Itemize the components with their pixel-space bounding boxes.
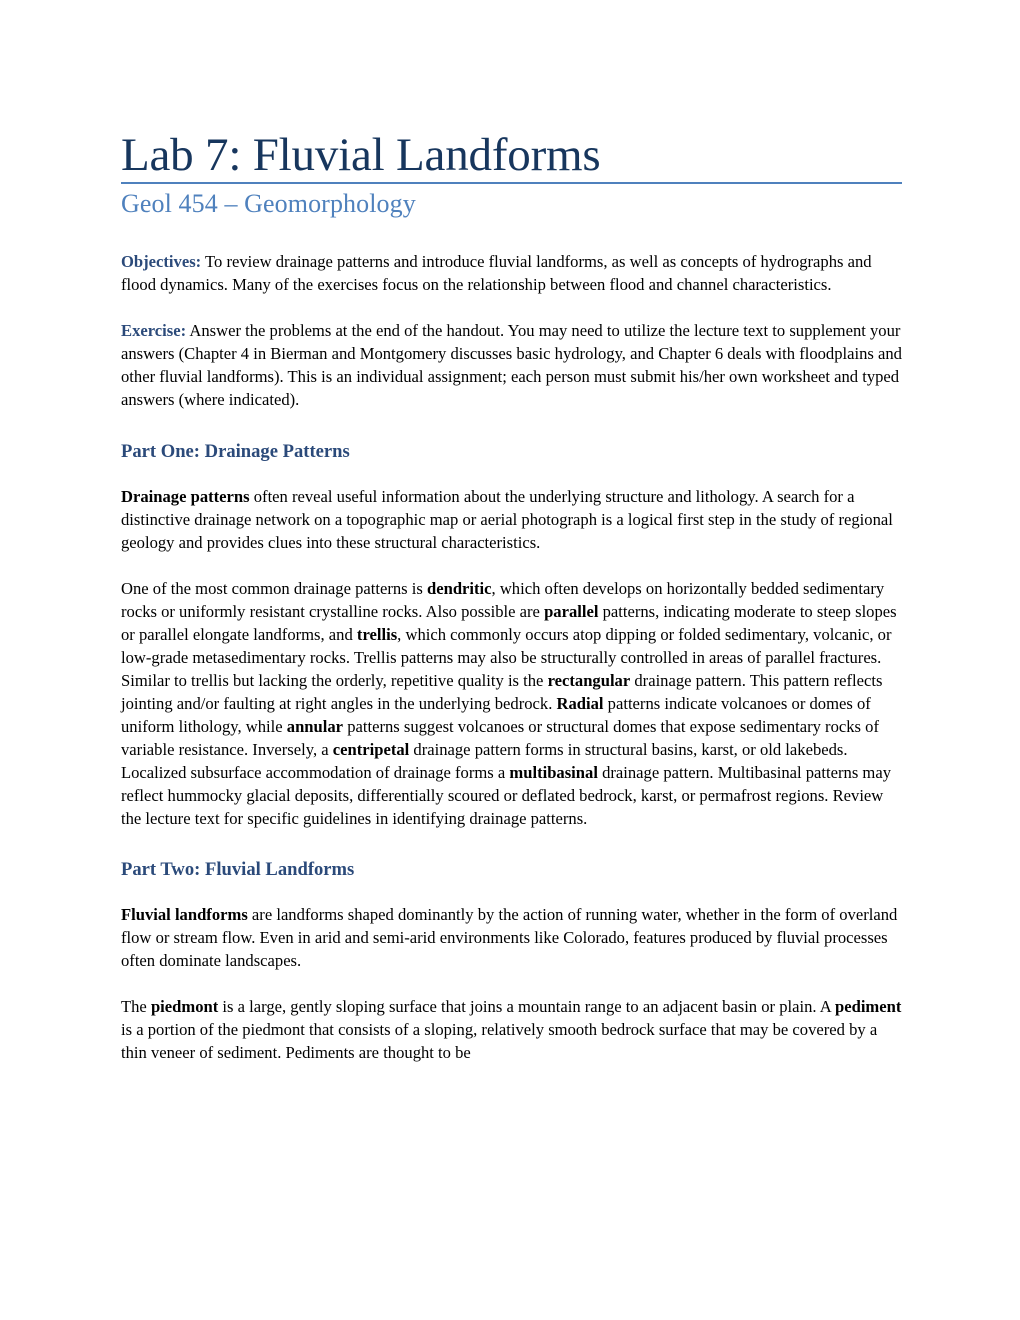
text-run: drainage pattern. This pattern reflects jointing and/or faulting at right angles in the underlying bedrock.	[121, 671, 883, 713]
term-parallel: parallel	[544, 602, 599, 621]
objectives-text: To review drainage patterns and introduce fluvial landforms, as well as concepts of hydrographs and flood dynamics. Many of the exercises focus on the relationship between flood and channel characteristics.	[121, 252, 872, 294]
title-underline	[121, 182, 902, 184]
term-multibasinal: multibasinal	[509, 763, 598, 782]
fluvial-landforms-term: Fluvial landforms	[121, 905, 248, 924]
fluvial-landforms-paragraph	[121, 903, 902, 972]
text-run: patterns suggest volcanoes or structural domes that expose sedimentary rocks of variable resistance. Inversely, a	[121, 717, 879, 759]
drainage-patterns-paragraph	[121, 485, 902, 554]
piedmont-paragraph	[121, 995, 902, 1064]
objectives-paragraph	[121, 250, 902, 296]
exercise-text: Answer the problems at the end of the handout. You may need to utilize the lecture text to supplement your answers (Chapter 4 in Bierman and Montgomery discusses basic hydrology, and Chapter 6 deals with floodplains and other fluvial landforms). This is an individual assignment; each person must submit his/her own worksheet and typed answers (where indicated).	[121, 321, 902, 409]
term-pediment: pediment	[835, 997, 902, 1016]
text-run: is a portion of the piedmont that consists of a sloping, relatively smooth bedrock surface that may be covered by a thin veneer of sediment. Pediments are thought to be	[121, 1020, 878, 1062]
text-run: patterns, indicating moderate to steep slopes or parallel elongate landforms, and	[121, 602, 897, 644]
text-run: One of the most common drainage patterns is	[121, 579, 427, 598]
text-run: patterns indicate volcanoes or domes of uniform lithology, while	[121, 694, 871, 736]
exercise-label: Exercise:	[121, 321, 187, 340]
term-trellis: trellis	[356, 625, 398, 644]
term-annular: annular	[286, 717, 344, 736]
drainage-patterns-term: Drainage patterns	[121, 487, 250, 506]
text-run: drainage pattern forms in structural basins, karst, or old lakebeds. Localized subsurface accommodation of drainage forms a	[121, 740, 848, 782]
term-rectangular: rectangular	[547, 671, 631, 690]
term-dendritic: dendritic	[427, 579, 492, 598]
objectives-label: Objectives:	[121, 252, 202, 271]
document-title: Lab 7: Fluvial Landforms	[121, 129, 601, 181]
term-radial: Radial	[556, 694, 604, 713]
part-one-heading: Part One: Drainage Patterns	[121, 441, 350, 462]
fluvial-landforms-text: are landforms shaped dominantly by the action of running water, whether in the form of overland flow or stream flow. Even in arid and semi-arid environments like Colorado, features produced by fluvial processes often dominate landscapes.	[121, 905, 898, 970]
document-page	[121, 128, 902, 1064]
text-run: The	[121, 997, 151, 1016]
text-run: , which commonly occurs atop dipping or folded sedimentary, volcanic, or low-grade metasedimentary rocks. Trellis patterns may also be structurally controlled in areas of parallel fractures. Similar to trellis but lacking the orderly, repetitive quality is the	[121, 625, 892, 690]
drainage-patterns-text: often reveal useful information about the underlying structure and lithology. A search for a distinctive drainage network on a topographic map or aerial photograph is a logical first step in the study of regional geology and provides clues into these structural characteristics.	[121, 487, 893, 552]
document-subtitle: Geol 454 – Geomorphology	[121, 189, 416, 218]
part-two-heading: Part Two: Fluvial Landforms	[121, 859, 355, 880]
text-run: is a large, gently sloping surface that joins a mountain range to an adjacent basin or plain. A	[218, 997, 835, 1016]
pattern-types-paragraph	[121, 577, 902, 830]
text-run: drainage pattern. Multibasinal patterns may reflect hummocky glacial deposits, differentially scoured or deflated bedrock, karst, or permafrost regions. Review the lecture text for specific guidelines in identifying drainage patterns.	[121, 763, 892, 828]
term-centripetal: centripetal	[332, 740, 410, 759]
text-run: , which often develops on horizontally bedded sedimentary rocks or uniformly resistant crystalline rocks. Also possible are	[121, 579, 885, 621]
term-piedmont: piedmont	[150, 997, 219, 1016]
exercise-paragraph	[121, 319, 902, 411]
